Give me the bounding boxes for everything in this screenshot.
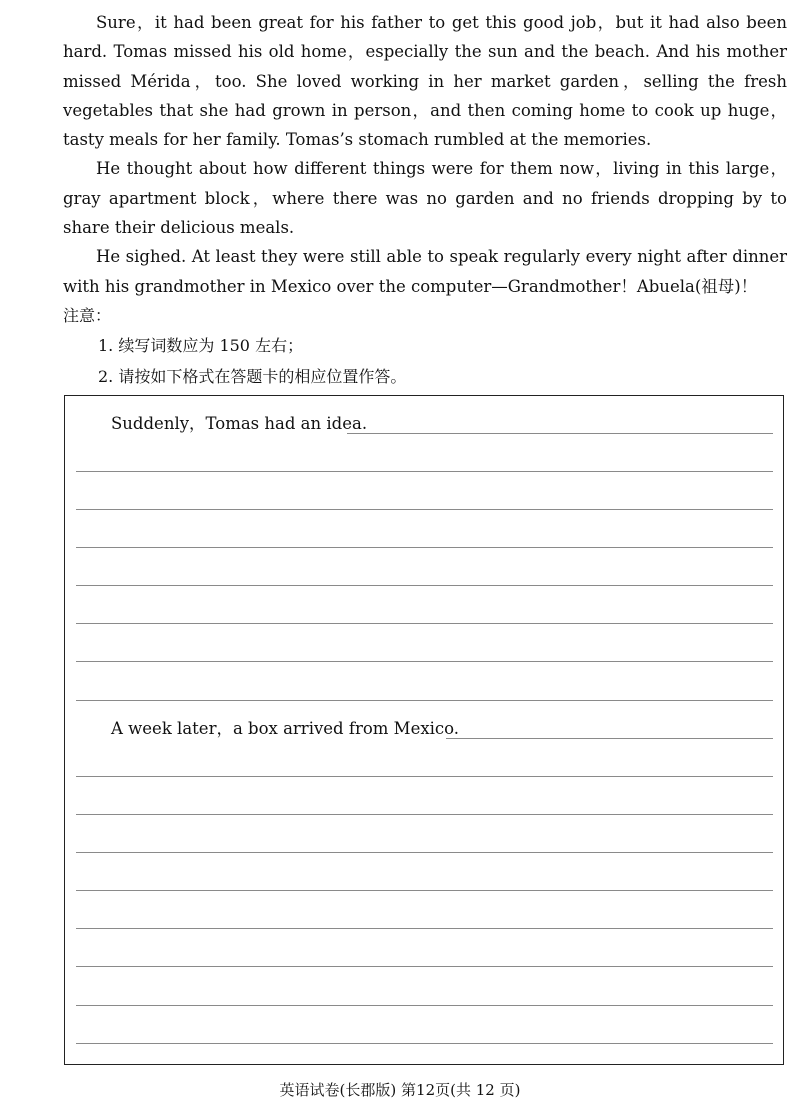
continuation-prompt-1: Suddenly，Tomas had an idea. — [111, 414, 368, 433]
writing-line[interactable] — [76, 547, 773, 548]
writing-line[interactable] — [76, 509, 773, 510]
reading-passage — [63, 8, 787, 301]
answer-box — [64, 395, 784, 1065]
passage-paragraph-3: He sighed. At least they were still able to speak regularly every night after dinner with his grandmother in Mexico over the computer—Grandmother！Abuela(祖母)！ — [63, 247, 787, 296]
writing-line[interactable] — [76, 852, 773, 853]
notes-title: 注意： — [63, 306, 112, 325]
page-footer: 英语试卷(长郡版) 第12页(共 12 页) — [279, 1081, 521, 1099]
writing-line[interactable] — [76, 700, 773, 701]
writing-line[interactable] — [76, 776, 773, 777]
writing-line[interactable] — [76, 623, 773, 624]
continuation-prompt-2: A week later，a box arrived from Mexico. — [111, 719, 460, 738]
writing-line[interactable] — [76, 1043, 773, 1044]
prompt-1-writing-line[interactable] — [347, 433, 773, 434]
writing-line[interactable] — [76, 814, 773, 815]
note-item-2: 2. 请按如下格式在答题卡的相应位置作答。 — [98, 367, 407, 386]
passage-paragraph-1: Sure，it had been great for his father to get this good job，but it had also been hard. Tomas missed his old home，especially the sun and the beach. And his mother missed Mérida，too. She loved working in her market garden，selling the fresh vegetables that she had grown in person，and then coming home to cook up huge，tasty meals for her family. Tomas’s stomach rumbled at the memories. — [63, 13, 787, 150]
writing-line[interactable] — [76, 890, 773, 891]
writing-line[interactable] — [76, 661, 773, 662]
prompt-2-writing-line[interactable] — [446, 738, 773, 739]
note-item-1: 1. 续写词数应为 150 左右； — [98, 336, 304, 355]
passage-paragraph-2: He thought about how different things were for them now，living in this large，gray apartment block，where there was no garden and no friends dropping by to share their delicious meals. — [63, 159, 787, 238]
writing-line[interactable] — [76, 1005, 773, 1006]
writing-line[interactable] — [76, 966, 773, 967]
writing-line[interactable] — [76, 928, 773, 929]
writing-line[interactable] — [76, 471, 773, 472]
writing-line[interactable] — [76, 585, 773, 586]
